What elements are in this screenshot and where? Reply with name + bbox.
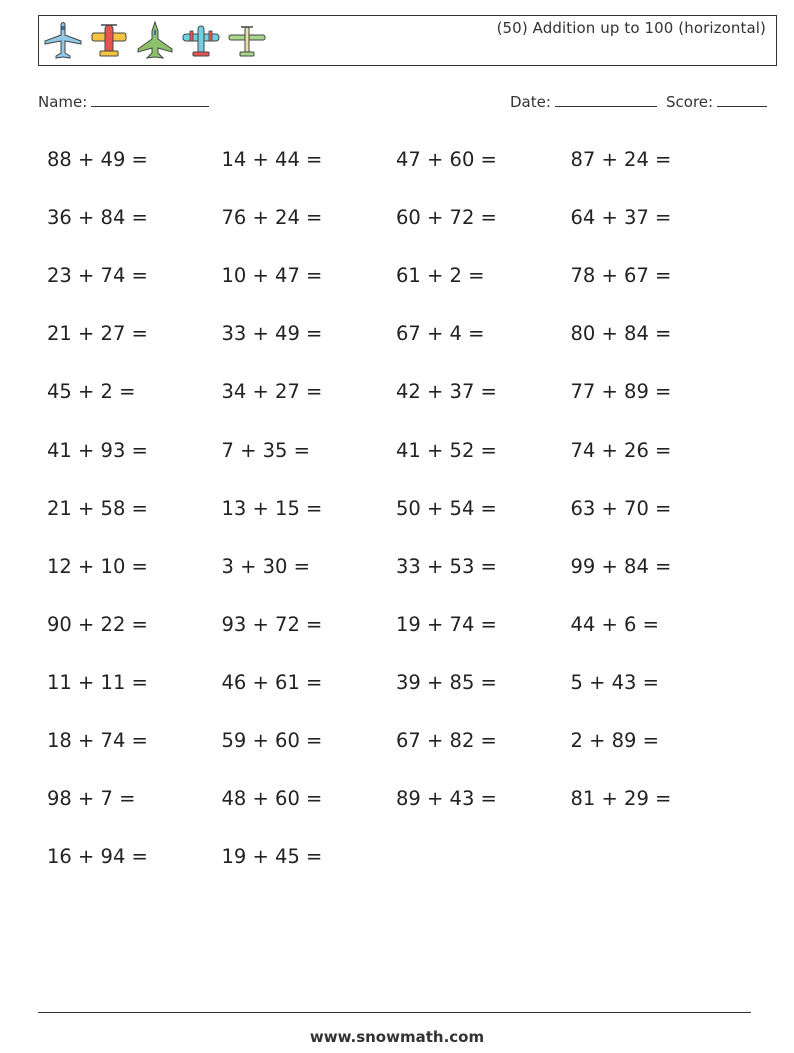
name-field[interactable] <box>38 92 209 111</box>
problem-item: 87 + 24 = <box>570 148 672 171</box>
score-blank-line[interactable] <box>717 92 767 107</box>
date-field[interactable] <box>510 92 657 111</box>
airplane-icon <box>181 21 221 61</box>
name-label: Name: <box>38 93 88 111</box>
problem-item: 33 + 53 = <box>396 554 497 578</box>
problem-item: 21 + 58 = <box>47 496 148 520</box>
problem-item: 34 + 27 = <box>221 380 323 404</box>
problem-item: 90 + 22 = <box>47 612 148 636</box>
problem-item: 16 + 94 = <box>47 845 148 869</box>
airplane-icon <box>227 21 267 61</box>
problem-item: 50 + 54 = <box>396 496 497 520</box>
problem-item: 33 + 49 = <box>221 322 323 346</box>
problem-item: 99 + 84 = <box>570 554 672 578</box>
problem-item: 19 + 74 = <box>396 612 497 636</box>
problem-item: 88 + 49 = <box>47 148 148 171</box>
problem-item: 3 + 30 = <box>221 554 310 578</box>
problem-item: 98 + 7 = <box>47 787 136 811</box>
problem-item: 19 + 45 = <box>221 845 323 869</box>
problem-item: 10 + 47 = <box>221 264 323 288</box>
problem-item: 14 + 44 = <box>221 148 323 171</box>
score-label: Score: <box>666 93 714 111</box>
worksheet-header <box>38 15 777 66</box>
problem-item: 89 + 43 = <box>396 787 497 811</box>
name-blank-line[interactable] <box>91 92 209 107</box>
problem-item: 13 + 15 = <box>221 496 323 520</box>
fighter-jet-icon <box>135 21 175 61</box>
worksheet-title: (50) Addition up to 100 (horizontal) <box>496 19 766 37</box>
problem-item: 48 + 60 = <box>221 787 323 811</box>
problem-item: 36 + 84 = <box>47 206 148 230</box>
score-field[interactable] <box>666 92 767 111</box>
footer-divider <box>38 1012 751 1013</box>
date-blank-line[interactable] <box>555 92 657 107</box>
problem-item: 67 + 4 = <box>396 322 485 346</box>
problem-item: 2 + 89 = <box>570 729 659 752</box>
problem-item: 44 + 6 = <box>570 612 659 636</box>
problem-item: 42 + 37 = <box>396 380 497 404</box>
date-label: Date: <box>510 93 551 111</box>
problem-item: 81 + 29 = <box>570 787 672 811</box>
problem-item: 80 + 84 = <box>570 322 672 346</box>
problem-item: 45 + 2 = <box>47 380 136 404</box>
airplane-icon <box>43 21 83 61</box>
problem-item: 67 + 82 = <box>396 729 497 752</box>
problem-item: 41 + 93 = <box>47 438 148 462</box>
problem-item: 63 + 70 = <box>570 496 672 520</box>
airplane-icon <box>89 21 129 61</box>
problem-item: 7 + 35 = <box>221 438 310 462</box>
problem-item: 41 + 52 = <box>396 438 497 462</box>
problem-item: 12 + 10 = <box>47 554 148 578</box>
problem-item: 93 + 72 = <box>221 612 323 636</box>
problem-item: 39 + 85 = <box>396 670 497 694</box>
header-icons <box>43 20 267 62</box>
problem-item: 46 + 61 = <box>221 670 323 694</box>
problem-item: 23 + 74 = <box>47 264 148 288</box>
problem-item: 47 + 60 = <box>396 148 497 171</box>
problem-item: 74 + 26 = <box>570 438 672 462</box>
problem-item: 5 + 43 = <box>570 670 659 694</box>
problem-item: 77 + 89 = <box>570 380 672 404</box>
problem-item: 60 + 72 = <box>396 206 497 230</box>
problem-item: 11 + 11 = <box>47 670 148 694</box>
problem-item: 59 + 60 = <box>221 729 323 752</box>
problem-item: 61 + 2 = <box>396 264 485 288</box>
problem-item: 21 + 27 = <box>47 322 148 346</box>
footer-website: www.snowmath.com <box>309 1028 485 1046</box>
problem-item: 64 + 37 = <box>570 206 672 230</box>
problem-item: 76 + 24 = <box>221 206 323 230</box>
problem-item: 18 + 74 = <box>47 729 148 752</box>
problem-item: 78 + 67 = <box>570 264 672 288</box>
